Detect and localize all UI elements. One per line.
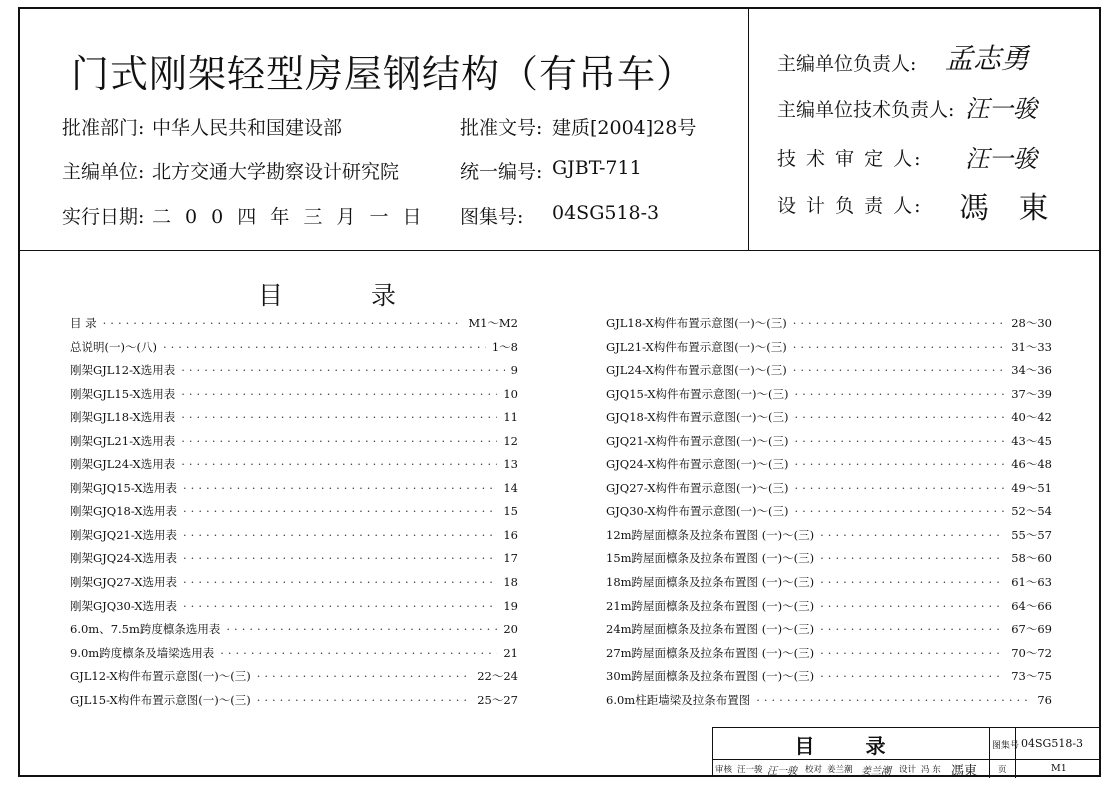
title-block-atlas-no: 04SG518-3 [1021,737,1084,750]
page-label: 页 [998,765,1007,775]
toc-entry-name: 刚架GJQ24-X选用表 [70,551,178,566]
approval-dept: 中华人民共和国建设部 [152,117,343,139]
title-block [712,727,1101,777]
header-divider [18,250,1101,251]
unit-head-signature: 孟志勇 [945,42,1030,75]
toc-leader-dots [793,316,1006,330]
toc-entry-page: 28～30 [1011,316,1052,330]
toc-entry [70,574,518,598]
toc-entry-name: 刚架GJQ21-X选用表 [70,527,178,542]
toc-entry [606,433,1052,457]
toc-entry-page: 20 [503,622,518,637]
toc-entry [70,598,518,622]
toc-entry-page: 9 [510,363,518,378]
toc-entry-page: 37～39 [1011,386,1052,401]
unified-no: GJBT-711 [552,157,642,179]
toc-leader-dots [820,575,1005,589]
toc-entry-name: 刚架GJQ18-X选用表 [70,504,178,519]
toc-entry-name: 刚架GJL18-X选用表 [70,410,176,425]
divider [989,760,990,778]
toc-leader-dots [183,481,497,495]
atlas-no-label: 图集号: [460,206,524,228]
designer-label: 设 计 负 责 人: [777,195,923,217]
toc-entry-name: GJL21-X构件布置示意图(一)～(三) [606,339,787,354]
toc-entry [70,621,518,645]
effective-date-label: 实行日期: [62,206,145,228]
toc-entry [70,386,518,410]
toc-entry [606,621,1052,645]
toc-leader-dots [183,528,497,542]
toc-entry-page: 46～48 [1011,457,1052,472]
toc-leader-dots [183,575,497,589]
effective-date: 二 0 0 四 年 三 月 一 日 [152,206,426,228]
toc-entry-page: 14 [503,480,518,495]
toc-leader-dots [181,387,497,401]
toc-entry-name: 刚架GJL21-X选用表 [70,433,176,448]
toc-entry-page: 21 [503,645,518,660]
approval-dept-label: 批准部门: [62,117,145,139]
toc-entry [70,433,518,457]
atlas-no: 04SG518-3 [552,202,660,224]
title-block-title: 目 录 [794,734,908,758]
toc-entry-name: 30m跨屋面檩条及拉条布置图 (一)～(三) [606,669,815,684]
toc-entry-name: 27m跨屋面檩条及拉条布置图 (一)～(三) [606,645,815,660]
toc-entry-page: 73～75 [1011,669,1052,684]
toc-entry-name: 刚架GJQ27-X选用表 [70,575,178,590]
toc-entry [606,574,1052,598]
toc-entry-name: 总说明(一)～(八) [70,339,157,354]
toc-entry-page: 55～57 [1011,527,1052,542]
toc-entry-name: 9.0m跨度檩条及墙梁选用表 [70,645,215,660]
toc-entry-name: 刚架GJL24-X选用表 [70,457,176,472]
toc-entry-page: 40～42 [1011,410,1052,425]
toc-entry [606,550,1052,574]
toc-entry-page: 43～45 [1011,433,1052,448]
toc-entry-name: 目 录 [70,316,97,330]
toc-entry [606,409,1052,433]
toc-entry-name: 刚架GJL15-X选用表 [70,386,176,401]
toc-entry [606,668,1052,692]
toc-entry-name: 6.0m柱距墙梁及拉条布置图 [606,692,751,707]
toc-entry [606,456,1052,480]
page-number: M1 [1051,763,1067,774]
toc-entry [606,362,1052,386]
toc-entry-name: 12m跨屋面檩条及拉条布置图 (一)～(三) [606,527,815,542]
toc-leader-dots [257,669,472,683]
toc-entry-name: GJL15-X构件布置示意图(一)～(三) [70,692,251,707]
title-block-atlas-label: 图集号 [992,741,1020,751]
toc-leader-dots [794,457,1005,471]
design-signature: 馮東 [951,764,978,779]
toc-entry-name: 21m跨屋面檩条及拉条布置图 (一)～(三) [606,598,815,613]
toc-leader-dots [793,363,1006,377]
toc-leader-dots [794,434,1005,448]
toc-entry-name: GJQ15-X构件布置示意图(一)～(三) [606,386,789,401]
reviewer-signature: 汪一骏 [965,145,1037,173]
toc-entry [70,480,518,504]
design-name: 冯 东 [921,765,941,775]
editor-unit-label: 主编单位: [62,161,145,183]
toc-entry-page: 16 [503,527,518,542]
toc-leader-dots [226,622,497,636]
toc-entry-name: 刚架GJQ30-X选用表 [70,598,178,613]
toc-leader-dots [181,410,497,424]
toc-entry-name: 15m跨屋面檩条及拉条布置图 (一)～(三) [606,551,815,566]
toc-entry [70,503,518,527]
toc-leader-dots [794,410,1005,424]
toc-entry [606,645,1052,669]
toc-leader-dots [794,504,1005,518]
toc-heading: 目 录 [258,281,436,310]
toc-entry-page: M1～M2 [468,316,518,330]
toc-entry [606,527,1052,551]
unified-no-label: 统一编号: [460,161,543,183]
toc-leader-dots [183,504,497,518]
toc-leader-dots [163,340,486,354]
toc-leader-dots [794,481,1005,495]
toc-entry-page: 12 [503,433,518,448]
toc-entry [606,692,1052,716]
toc-entry-name: GJL24-X构件布置示意图(一)～(三) [606,363,787,378]
toc-entry [70,527,518,551]
toc-leader-dots [183,599,497,613]
toc-entry [606,598,1052,622]
toc-entry [70,456,518,480]
toc-entry-page: 10 [503,386,518,401]
approval-doc: 建质[2004]28号 [552,117,697,139]
tech-head-signature: 汪一骏 [965,95,1037,123]
toc-leader-dots [756,693,1031,707]
divider [1015,760,1016,778]
check-label: 校对 [805,765,823,775]
toc-entry-page: 31～33 [1011,339,1052,354]
toc-entry [70,645,518,669]
toc-entry-page: 15 [503,504,518,519]
responsible-persons [748,7,1102,251]
toc-leader-dots [794,387,1005,401]
toc-entry-page: 17 [503,551,518,566]
toc-leader-dots [103,316,463,330]
toc-entry-name: GJQ18-X构件布置示意图(一)～(三) [606,410,789,425]
title-block-bottom [712,759,1101,777]
toc-entry-page: 22～24 [477,669,518,684]
editor-unit: 北方交通大学勘察设计研究院 [152,161,400,183]
toc-entry-page: 1～8 [491,339,518,354]
toc-entry-name: GJL12-X构件布置示意图(一)～(三) [70,669,251,684]
check-name: 姜兰潮 [827,765,853,775]
toc-entry [70,692,518,716]
toc-entry-name: 6.0m、7.5m跨度檩条选用表 [70,622,221,637]
toc-left-column [70,315,518,715]
toc-leader-dots [181,457,497,471]
toc-entry-name: GJQ24-X构件布置示意图(一)～(三) [606,457,789,472]
toc-leader-dots [820,669,1005,683]
toc-leader-dots [820,528,1005,542]
toc-leader-dots [793,340,1006,354]
toc-entry-name: 24m跨屋面檩条及拉条布置图 (一)～(三) [606,622,815,637]
toc-leader-dots [820,646,1005,660]
toc-leader-dots [820,599,1005,613]
toc-leader-dots [820,622,1005,636]
toc-entry [606,386,1052,410]
toc-entry-page: 13 [503,457,518,472]
toc-entry-page: 11 [503,410,518,425]
toc-entry [606,480,1052,504]
toc-entry-name: GJQ21-X构件布置示意图(一)～(三) [606,433,789,448]
toc-entry-name: 18m跨屋面檩条及拉条布置图 (一)～(三) [606,575,815,590]
toc-entry-page: 52～54 [1011,504,1052,519]
toc-entry-page: 67～69 [1011,622,1052,637]
toc-entry-page: 70～72 [1011,645,1052,660]
toc-entry-page: 58～60 [1011,551,1052,566]
toc-leader-dots [820,551,1005,565]
toc-entry-page: 19 [503,598,518,613]
toc-entry [70,668,518,692]
header-info [18,7,748,251]
toc-entry [70,362,518,386]
tech-head-label: 主编单位技术负责人: [777,99,955,121]
toc-leader-dots [257,693,472,707]
approval-doc-label: 批准文号: [460,117,543,139]
toc-leader-dots [183,551,497,565]
toc-entry-name: GJQ27-X构件布置示意图(一)～(三) [606,480,789,495]
review-label: 审核 [715,765,733,775]
toc-entry-name: GJL18-X构件布置示意图(一)～(三) [606,316,787,330]
toc-entry-page: 25～27 [477,692,518,707]
toc-entry [606,503,1052,527]
toc-entry [606,315,1052,339]
toc-entry-name: 刚架GJQ15-X选用表 [70,480,178,495]
toc-entry-page: 64～66 [1011,598,1052,613]
toc-entry-page: 49～51 [1011,480,1052,495]
check-signature: 姜兰潮 [861,766,891,777]
review-signature: 汪一骏 [767,766,797,777]
toc-entry [606,339,1052,363]
toc-entry [70,315,518,339]
toc-entry-name: GJQ30-X构件布置示意图(一)～(三) [606,504,789,519]
toc-entry-name: 刚架GJL12-X选用表 [70,363,176,378]
toc-entry [70,339,518,363]
designer-signature: 馮 東 [959,191,1059,226]
divider [989,728,990,760]
toc-entry-page: 34～36 [1011,363,1052,378]
toc-entry [70,550,518,574]
page-title: 门式刚架轻型房屋钢结构（有吊车） [70,52,695,96]
toc-entry-page: 76 [1037,692,1052,707]
design-label: 设计 [899,765,917,775]
toc-entry-page: 18 [503,575,518,590]
toc-right-column [606,315,1052,715]
toc-entry-page: 61～63 [1011,575,1052,590]
toc-leader-dots [220,646,497,660]
unit-head-label: 主编单位负责人: [777,53,917,75]
toc-entry [70,409,518,433]
reviewer-label: 技 术 审 定 人: [777,148,923,170]
review-name: 汪一骏 [737,765,763,775]
title-block-top [712,727,1101,759]
toc-leader-dots [181,363,504,377]
toc-leader-dots [181,434,497,448]
